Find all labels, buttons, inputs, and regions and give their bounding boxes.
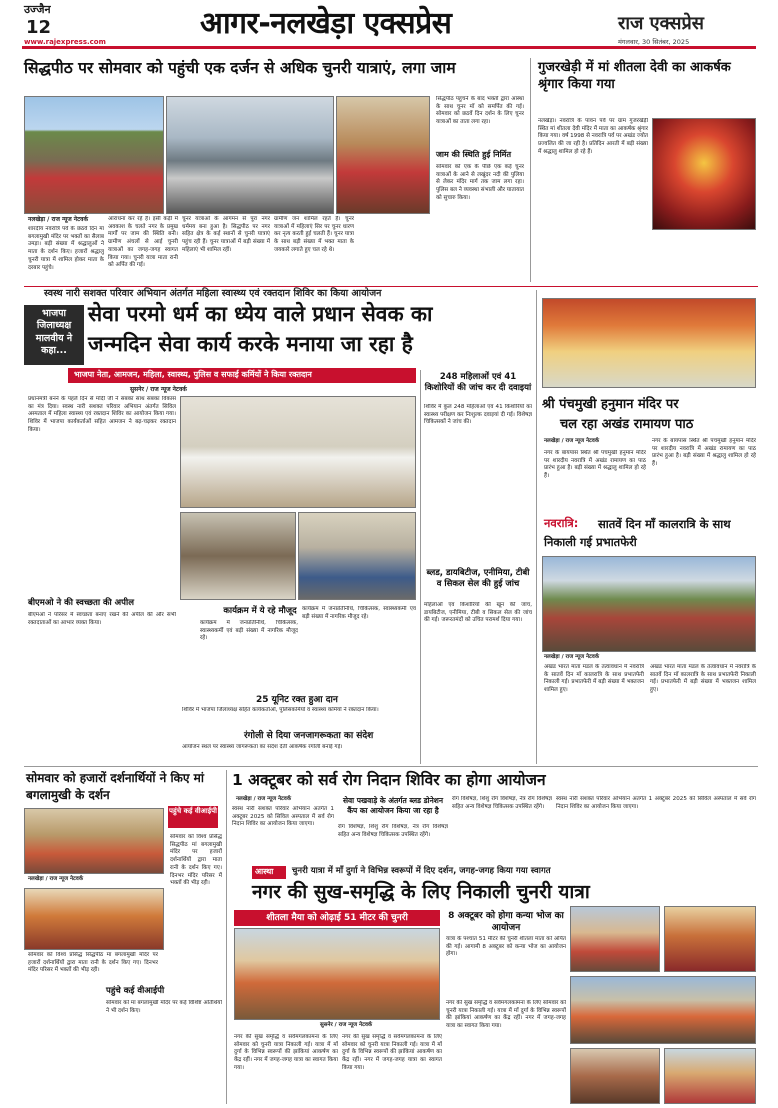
story3-photo-b — [180, 512, 296, 600]
banner2: चुनरी यात्रा में माँ दुर्गा ने विभिन्न स्वरूपों में दिए दर्शन, जगह-जगह किया गया स्वागत — [292, 866, 551, 876]
story7-headline: 1 अक्टूबर को सर्व रोग निदान शिविर का होगा आयोजन — [232, 771, 546, 789]
story1-subhead: जाम की स्थिति हुई निर्मित — [436, 150, 512, 159]
story7-side-text-2: रोग विशेषज्ञ, शिशु रोग विशेषज्ञ, नेत्र रोग विशेषज्ञ सहित अन्य विशेषज्ञ चिकित्सक उपस्थित रहेंगे। — [452, 796, 552, 810]
story3-unit-text: शिविर में भाजपा जिलाध्यक्ष सहित कार्यकर्ताओं, पुलिसकर्मियों व स्वास्थ्य कर्मियों ने रक्तदान किया। — [182, 707, 379, 713]
story7-side-text: रोग विशेषज्ञ, शिशु रोग विशेषज्ञ, नेत्र रोग विशेषज्ञ सहित अन्य विशेषज्ञ चिकित्सक उपस्थित रहेंगे। — [338, 824, 448, 838]
lower-rule — [24, 766, 758, 767]
story1-col4: ग्रामीण जन शामिल रहते हैं। चुनर यात्राओं में महिलाएं सिर पर चुनर धारण कर नृत्य करती हुई चलती हैं। चुनर यात्रा के साथ बड़ी संख्या में भक्त माता के जयकारे लगाते हुए चल रहे थे। — [274, 216, 354, 253]
story4-headline-1: श्री पंचमुखी हनुमान मंदिर पर — [542, 397, 679, 412]
story5-text: अखंड भारत माता मंडल के तत्वावधान में नवरात्रि के सातवें दिन माँ कालरात्रि के साथ प्रभातफेरी निकाली गई। प्रभातफेरी में बड़ी संख्या में भक्तजन शामिल हुए। — [544, 664, 644, 694]
story3-headline-2: जन्मदिन सेवा कार्य करके मनाया जा रहा है — [88, 332, 413, 356]
story5-tag: नवरात्रि: — [544, 516, 579, 530]
story3-subhead: भाजपा नेता, आमजन, महिला, स्वास्थ्य, पुलिस व सफाई कर्मियों ने किया रक्तदान — [68, 368, 416, 383]
divider-right — [536, 290, 537, 764]
story4-photo — [542, 298, 756, 388]
masthead — [0, 0, 778, 46]
story1-photo-b — [166, 96, 334, 214]
story3-side-text: शिविर में कुल 248 महिलाओं एवं 41 किशोरियों का स्वास्थ्य परीक्षण कर निःशुल्क दवाइयां दी गई। विशेषज्ञ चिकित्सकों ने जांच की। — [424, 404, 532, 426]
story8-photo-d — [664, 906, 756, 972]
story3-kicker: भाजपा जिलाध्यक्ष मालवीय ने कहा... — [24, 305, 84, 365]
story5-text-2: अखंड भारत माता मंडल के तत्वावधान में नवरात्रि के सातवें दिन माँ कालरात्रि के साथ प्रभातफेरी निकाली गई। प्रभातफेरी में बड़ी संख्या में भक्तजन शामिल हुए। — [650, 664, 756, 694]
story8-side-text-2: नगर की सुख समृद्धि व सर्वमंगलकामना के लिए सोमवार को चुनरी यात्रा निकाली गई। यात्रा में माँ दुर्गा के विभिन्न स्वरूपों की झांकियां आकर्षण का केंद्र रहीं। नगर में जगह-जगह यात्रा का स्वागत किया गया। — [446, 1000, 566, 1030]
story1-col2: आराधना कर रहे हैं। इसी कड़ी में अवकाश के चलते नगर के प्रमुख मार्गों पर जाम की स्थिति बनी। ग्रामीण अंचलों से आई चुनरी यात्राओं का जगह-जगह स्वागत किया गया। चुनरी यात्रा माता रानी को अर्पित की गई। — [108, 216, 178, 269]
story3-col1: प्रधानमंत्री बनने के पहले दिन से मोदी जी ने सबका साथ सबका विकास का मंत्र दिया। स्वस्थ नारी सशक्त परिवार अभियान अंतर्गत सिविल अस्पताल में महिला स्वास्थ्य एवं रक्तदान शिविर का आयोजन किया गया। शिविर में भाजपा कार्यकर्ताओं सहित आमजन ने बढ़-चढ़कर रक्तदान किया। — [28, 396, 176, 433]
story5-byline: नलखेड़ा / राज न्यूज नेटवर्क — [544, 654, 600, 660]
story8-photo-a — [234, 928, 440, 1020]
story3-side-head: 248 महिलाओं एवं 41 किशोरियों की जांच कर दी दवाइयां — [424, 372, 532, 394]
story8-photo-label: शीतला मैया को ओढ़ाई 51 मीटर की चुनरी — [234, 910, 440, 926]
story3-headline-1: सेवा परमो धर्म का ध्येय वाले प्रधान सेवक का — [88, 302, 433, 326]
banner1-rule — [24, 286, 758, 287]
banner2-tag: आस्था — [252, 866, 286, 879]
story6-text-2: सोमवार को विश्व प्रसिद्ध सिद्धपीठ मां बगलामुखी मंदिर पर हजारों दर्शनार्थियों द्वारा माता रानी के दर्शन किए गए। दिनभर मंदिर परिसर में भक्तों की भीड़ रही। — [28, 952, 158, 974]
story3-unit-head: 25 यूनिट रक्त हुआ दान — [256, 695, 338, 705]
edition-title: आगर-नलखेड़ा एक्सप्रेस — [200, 6, 452, 41]
story8-byline: सुसनेर / राज न्यूज नेटवर्क — [320, 1022, 373, 1028]
story1-col3: चुनर यात्राओं के आगमन से पूरा नगर धर्ममय बना हुआ है। सिद्धपीठ पर नगर सहित क्षेत्र के कई स्थानों से चुनरी यात्राएं पहुंच रही हैं। चुनर यात्राओं में बड़ी संख्या में महिलाएं भी शामिल रहीं। — [182, 216, 270, 253]
banner1: स्वस्थ नारी सशक्त परिवार अभियान अंतर्गत महिला स्वास्थ्य एवं रक्तदान शिविर का किया आयोजन — [44, 288, 382, 299]
story7-text-2: स्वस्थ नारी सशक्त परिवार अभियान अंतर्गत 1 अक्टूबर 2025 को सिविल अस्पताल में सर्व रोग निदान शिविर का आयोजन किया जाएगा। — [556, 796, 756, 810]
story8-photo-g — [664, 1048, 756, 1104]
story3-mid-text-2: कार्यक्रम में जनप्रतिनिधि, चिकित्सक, स्वास्थ्यकर्मी एवं बड़ी संख्या में नागरिक मौजूद रहे। — [302, 606, 416, 620]
story3-mid-text: कार्यक्रम में जनप्रतिनिधि, चिकित्सक, स्वास्थ्यकर्मी एवं बड़ी संख्या में नागरिक मौजूद रहे। — [200, 620, 298, 642]
story6-photo-a — [24, 808, 164, 874]
story5-headline: सातवें दिन माँ कालरात्रि के साथ निकाली गई प्रभातफेरी — [544, 517, 731, 549]
story5-photo — [542, 556, 756, 652]
city-name: उज्जैन — [24, 3, 51, 16]
story2-photo — [652, 118, 756, 230]
story3-photo-a — [180, 396, 416, 508]
story1-col1: शारदीय नवरात्रि पर्व के छठवें दिन मां बगलामुखी मंदिर पर भक्तों का सैलाब उमड़ा। बड़ी संख्या में श्रद्धालुओं ने माता के दर्शन किए। हजारों श्रद्धालु चुनरी यात्रा में शामिल होकर माता के दरबार पहुंचे। — [28, 226, 104, 271]
divider-top — [530, 58, 531, 282]
divider-mid — [420, 370, 421, 764]
story8-photo-f — [570, 1048, 660, 1104]
story1-caption: नलखेड़ा / राज न्यूज नेटवर्क — [28, 216, 89, 223]
story3-sub1: बीएमओ ने की स्वच्छता की अपील — [28, 598, 134, 608]
story3-col1b: बीएमओ ने परिसर में स्वच्छता बनाए रखने की अपील की और सभी रक्तदाताओं का आभार व्यक्त किया। — [28, 612, 176, 626]
page-number: 12 — [26, 17, 52, 38]
story1-headline: सिद्धपीठ पर सोमवार को पहुंची एक दर्जन से अधिक चुनरी यात्राएं, लगा जाम — [24, 59, 456, 77]
story7-byline: नलखेड़ा / राज न्यूज नेटवर्क — [236, 796, 292, 802]
story6-photo-b — [24, 888, 164, 950]
story3-byline: सुसनेर / राज न्यूज नेटवर्क — [130, 386, 187, 393]
story8-photo-c — [570, 906, 660, 972]
story3-side-head2: ब्लड, डायबिटीज, एनीमिया, टीबी व सिकल सेल की हुई जांच — [426, 568, 530, 590]
story3-rangoli-head: रंगोली से दिया जनजागरूकता का संदेश — [244, 731, 374, 741]
story1-col5: सिद्धपीठ पहुंचने के बाद भक्तों द्वारा आस्था के साथ चुनर माँ को समर्पित की गई। सोमवार को छठवें दिन दर्शन के लिए चुनर यात्राओं का ताता लगा रहा। — [436, 96, 524, 126]
story3-side-text2: महिलाओं एवं किशोरियों की खून की जांच, डायबिटीज, एनीमिया, टीबी व सिकल सेल की जांच की गई। जरूरतमंदों को उचित परामर्श दिया गया। — [424, 602, 532, 624]
story8-photo-e — [570, 976, 756, 1044]
story8-side-head: 8 अक्टूबर को होगा कन्या भोज का आयोजन — [448, 911, 564, 934]
story1-col6: सोमवार को एक के पीछे एक कई चुनर यात्राओं के आने से लखुंदर नदी की पुलिया से लेकर मंदिर मार्ग तक जाम लगा रहा। पुलिस बल ने व्यवस्था संभाली और यातायात को सुचारु किया। — [436, 164, 524, 201]
story7-text: स्वस्थ नारी सशक्त परिवार अभियान अंतर्गत 1 अक्टूबर 2025 को सिविल अस्पताल में सर्व रोग निदान शिविर का आयोजन किया जाएगा। — [232, 806, 334, 828]
story4-text: नगर के बायपास स्थित श्री पंचमुखी हनुमान मंदिर पर शारदीय नवरात्रि में अखंड रामायण का पाठ प्रारंभ हुआ है। बड़ी संख्या में श्रद्धालु शामिल हो रहे हैं। — [544, 450, 646, 480]
story8-text-2: नगर की सुख समृद्धि व सर्वमंगलकामना के लिए सोमवार को चुनरी यात्रा निकाली गई। यात्रा में माँ दुर्गा के विभिन्न स्वरूपों की झांकियां आकर्षण का केंद्र रहीं। नगर में जगह-जगह यात्रा का स्वागत किया गया। — [342, 1034, 442, 1071]
story3-mid-subhead: कार्यक्रम में ये रहे मौजूद — [223, 606, 297, 616]
story4-headline-2: चल रहा अखंड रामायण पाठ — [560, 417, 694, 432]
story7-side-head: सेवा पखवाड़े के अंतर्गत ब्लड डोनेशन कैंप का आयोजन किया जा रहा है — [342, 796, 444, 816]
website[interactable]: www.rajexpress.com — [24, 38, 106, 46]
story6-byline: नलखेड़ा / राज न्यूज नेटवर्क — [28, 876, 84, 882]
story6-headline: सोमवार को हजारों दर्शनार्थियों ने किए मां बगलामुखी के दर्शन — [26, 771, 204, 802]
story8-text: नगर की सुख समृद्धि व सर्वमंगलकामना के लिए सोमवार को चुनरी यात्रा निकाली गई। यात्रा में माँ दुर्गा के विभिन्न स्वरूपों की झांकियां आकर्षण का केंद्र रहीं। नगर में जगह-जगह यात्रा का स्वागत किया गया। — [234, 1034, 338, 1071]
story2-headline: गुजरखेड़ी में मां शीतला देवी का आकर्षक श्रृंगार किया गया — [538, 60, 731, 92]
story8-side-text: यात्रा के पश्चात 51 मीटर की चुनरी शीतला माता को अर्पित की गई। आगामी 8 अक्टूबर को कन्या भोज का आयोजन होगा। — [446, 936, 566, 958]
story4-text-2: नगर के बायपास स्थित श्री पंचमुखी हनुमान मंदिर पर शारदीय नवरात्रि में अखंड रामायण का पाठ प्रारंभ हुआ है। बड़ी संख्या में श्रद्धालु शामिल हो रहे हैं। — [652, 438, 756, 468]
story1-photo-c — [336, 96, 430, 214]
story6-sub: पहुंचे कई वीआईपी — [106, 986, 165, 996]
story6-sub-text: सोमवार को मां बगलामुखी मंदिर पर कई विशिष्ट अतिथियों ने भी दर्शन किए। — [106, 1000, 222, 1014]
story3-rangoli-text: आयोजन स्थल पर स्वास्थ्य जागरूकता का संदेश देती आकर्षक रंगोली बनाई गई। — [182, 744, 343, 750]
story3-photo-c — [298, 512, 416, 600]
divider-lower-left — [226, 770, 227, 1104]
story6-badge: पहुंचे कई वीआईपी — [168, 806, 218, 828]
story6-text: सोमवार को विश्व प्रसिद्ध सिद्धपीठ मां बगलामुखी मंदिर पर हजारों दर्शनार्थियों द्वारा माता रानी के दर्शन किए गए। दिनभर मंदिर परिसर में भक्तों की भीड़ रही। — [170, 834, 222, 887]
masthead-rule — [22, 46, 756, 49]
story1-photo-a — [24, 96, 164, 214]
story8-headline: नगर की सुख-समृद्धि के लिए निकाली चुनरी यात्रा — [252, 881, 590, 903]
story2-text: नलखेड़ा। नवरात्रि के पावन पर्व पर ग्राम गुजरखेड़ी स्थित मां शीतला देवी मंदिर में माता का आकर्षक श्रृंगार किया गया। वर्ष 1998 से नवरात्रि पर्व पर अखंड ज्योत प्रज्वलित की जा रही है। प्रतिदिन आरती में बड़ी संख्या में श्रद्धालु शामिल हो रहे हैं। — [538, 118, 648, 155]
issue-date: मंगलवार, 30 सितंबर, 2025 — [618, 38, 690, 46]
paper-name: राज एक्सप्रेस — [618, 13, 704, 34]
story4-byline: नलखेड़ा / राज न्यूज नेटवर्क — [544, 438, 600, 444]
